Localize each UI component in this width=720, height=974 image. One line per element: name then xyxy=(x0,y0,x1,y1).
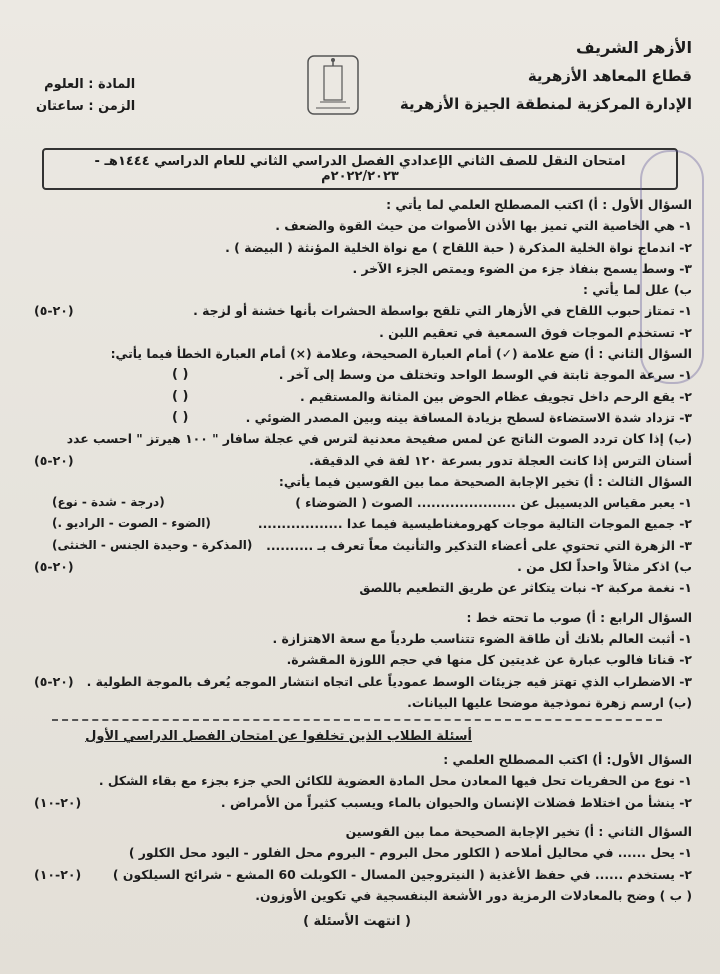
questions-part2 xyxy=(22,749,692,906)
question-text: ٢- جميع الموجات التالية موجات كهرومغناطيسية فيما عدا .................. xyxy=(257,516,692,532)
question-text: السؤال الثاني : أ) ضع علامة (✓) أمام العبارة الصحيحة، وعلامة (×) أمام العبارة الخطأ فيما يأتي: xyxy=(110,346,692,362)
question-line xyxy=(22,864,692,885)
section2-title: أسئلة الطلاب الذين تخلفوا عن امتحان الفصل الدراسي الأول xyxy=(85,729,472,745)
question-line xyxy=(22,450,692,471)
question-heading xyxy=(22,194,692,215)
score-label: (٢٠-١٠) xyxy=(34,794,82,810)
question-text: ( ب ) وضح بالمعادلات الرمزية دور الأشعة البنفسجية في تكوين الأوزون. xyxy=(255,887,692,903)
question-line xyxy=(22,556,692,577)
question-line xyxy=(22,215,692,236)
exam-title: امتحان النقل للصف الثاني الإعدادي الفصل الدراسي الثاني للعام الدراسي ١٤٤٤هـ - ٢٠٢٢/٢٠٢٣م xyxy=(42,148,678,190)
question-line xyxy=(22,770,692,791)
question-text: السؤال الثاني : أ) تخير الإجابة الصحيحة مما بين القوسين xyxy=(345,824,692,840)
question-line xyxy=(22,300,692,321)
score-label: (٢٠-١٠) xyxy=(34,866,82,882)
question-text: ١- يحل ...... في محاليل أملاحه ( الكلور محل البروم - البروم محل الفلور - اليود محل الكلور ) xyxy=(128,845,692,861)
question-line xyxy=(22,492,692,513)
divider xyxy=(52,719,662,721)
question-line xyxy=(22,279,692,300)
question-text: ١- يعبر مقياس الديسيبل عن ..................... الصوت ( الضوضاء ) xyxy=(295,495,692,511)
question-text: ب) علل لما يأتي : xyxy=(582,282,692,298)
answer-options: (الضوء - الصوت - الراديو .) xyxy=(52,516,211,531)
question-line xyxy=(22,599,692,607)
score-label: (٢٠-٥) xyxy=(34,673,74,689)
question-text: ٣- الزهرة التي تحتوي على أعضاء التذكير والتأنيث معاً تعرف بـ .......... xyxy=(266,537,692,553)
question-line xyxy=(22,649,692,670)
question-text: ١- أثبت العالم بلانك أن طاقة الضوء تتناسب طردياً مع سعة الاهتزازة . xyxy=(272,630,692,646)
answer-box[interactable]: ( ) xyxy=(172,367,189,383)
institution-line: الأزهر الشريف xyxy=(575,38,692,57)
score-label: (٢٠-٥) xyxy=(34,559,74,575)
institution-line: قطاع المعاهد الأزهرية xyxy=(527,67,692,85)
question-text: السؤال الأول: أ) اكتب المصطلح العلمي : xyxy=(443,752,692,768)
question-line xyxy=(22,428,692,449)
question-text: السؤال الرابع : أ) صوب ما تحته خط : xyxy=(466,609,692,625)
question-text: ٣- الاضطراب الذي تهتز فيه جزيئات الوسط عمودياً على اتجاه انتشار الموجه يُعرف بالموجة الطولية . xyxy=(86,673,692,689)
question-text: ١- هي الخاصية التي تميز بها الأذن الأصوات من حيث القوة والضعف . xyxy=(275,218,692,234)
subject-block xyxy=(36,74,135,118)
end-note: ( انتهت الأسئلة ) xyxy=(303,914,411,930)
question-line xyxy=(22,842,692,863)
question-text: السؤال الأول : أ) اكتب المصطلح العلمي لما يأتي : xyxy=(386,197,692,212)
question-line xyxy=(22,577,692,598)
question-heading xyxy=(22,607,692,628)
question-heading xyxy=(22,471,692,492)
answer-box[interactable]: ( ) xyxy=(172,388,189,404)
questions-part1 xyxy=(22,194,692,713)
answer-options: (درجة - شدة - نوع) xyxy=(52,495,165,510)
question-line xyxy=(22,671,692,692)
question-text: ٣- تزداد شدة الاستضاءة لسطح بزيادة المسافة بينه وبين المصدر الضوئي . xyxy=(245,409,692,425)
question-text: ١- نوع من الحفريات تحل فيها المعادن محل المادة العضوية للكائن الحي جزء بجزء مع بقاء الشكل . xyxy=(98,773,692,789)
answer-options: (المذكرة - وحيدة الجنس - الخنثى) xyxy=(52,537,253,552)
question-line xyxy=(22,407,692,428)
answer-box[interactable]: ( ) xyxy=(172,409,189,425)
question-text: ٢- اندماج نواة الخلية المذكرة ( حبة اللقاح ) مع نواة الخلية المؤنثة ( البيضة ) . xyxy=(225,239,692,255)
question-line xyxy=(22,535,692,556)
question-line xyxy=(22,322,692,343)
question-line xyxy=(22,813,692,821)
time-label: الزمن : ساعتان xyxy=(36,99,136,114)
question-line xyxy=(22,885,692,906)
question-text: ٢- يقع الرحم داخل تجويف عظام الحوض بين المثانة والمستقيم . xyxy=(300,388,692,404)
question-line xyxy=(22,628,692,649)
question-line xyxy=(22,364,692,385)
question-line xyxy=(22,792,692,813)
question-line xyxy=(22,513,692,534)
question-text: (ب) إذا كان تردد الصوت الناتج عن لمس صفيحة معدنية لترس في عجلة سافار " ١٠٠ هيرتز " احسب عدد xyxy=(66,431,692,447)
question-heading xyxy=(22,749,692,770)
question-text: ٣- وسط يسمح بنفاذ جزء من الضوء ويمتص الجزء الآخر . xyxy=(352,260,692,276)
question-text: ٢- ينشأ من اختلاط فضلات الإنسان والحيوان بالماء ويسبب كثيراً من الأمراض . xyxy=(220,794,692,810)
institution-line: الإدارة المركزية لمنطقة الجيزة الأزهرية xyxy=(399,95,692,113)
azhar-seal-icon xyxy=(300,52,366,118)
question-text: ١- تمتاز حبوب اللقاح في الأزهار التي تلقح بواسطة الحشرات بأنها خشنة أو لزجة . xyxy=(193,303,692,319)
question-text: ١- نغمة مركبة ٢- نبات يتكاثر عن طريق التطعيم باللصق xyxy=(359,580,692,596)
question-text: أسنان الترس إذا كانت العجلة تدور بسرعة ١٢٠ لفة في الدقيقة. xyxy=(309,452,692,468)
subject-label: المادة : العلوم xyxy=(44,77,136,92)
question-line xyxy=(22,237,692,258)
question-heading xyxy=(22,821,692,842)
question-text: (ب) ارسم زهرة نموذجية موضحا عليها البيانات. xyxy=(407,694,692,710)
question-text: ٢- يستخدم ...... في حفظ الأغذية ( النيتروجين المسال - الكوبلت 60 المشع - شرائح السيلكون ) xyxy=(112,866,692,882)
question-text: السؤال الثالث : أ) تخير الإجابة الصحيحة مما بين القوسين فيما يأتي: xyxy=(278,473,692,489)
institution-block xyxy=(400,34,692,118)
question-line xyxy=(22,258,692,279)
question-text: ب) اذكر مثالاً واحداً لكل من . xyxy=(517,559,692,575)
question-text: ٢- قناتا فالوب عبارة عن غديتين كل منها في حجم اللوزة المقشرة. xyxy=(286,652,692,668)
question-line xyxy=(22,386,692,407)
question-line xyxy=(22,692,692,713)
question-heading xyxy=(22,343,692,364)
question-text: ٢- تستخدم الموجات فوق السمعية في تعقيم اللبن . xyxy=(379,324,692,340)
question-text: ١- سرعة الموجة ثابتة في الوسط الواحد وتختلف من وسط إلى آخر . xyxy=(278,367,692,383)
score-label: (٢٠-٥) xyxy=(34,452,74,468)
score-label: (٢٠-٥) xyxy=(34,303,74,319)
